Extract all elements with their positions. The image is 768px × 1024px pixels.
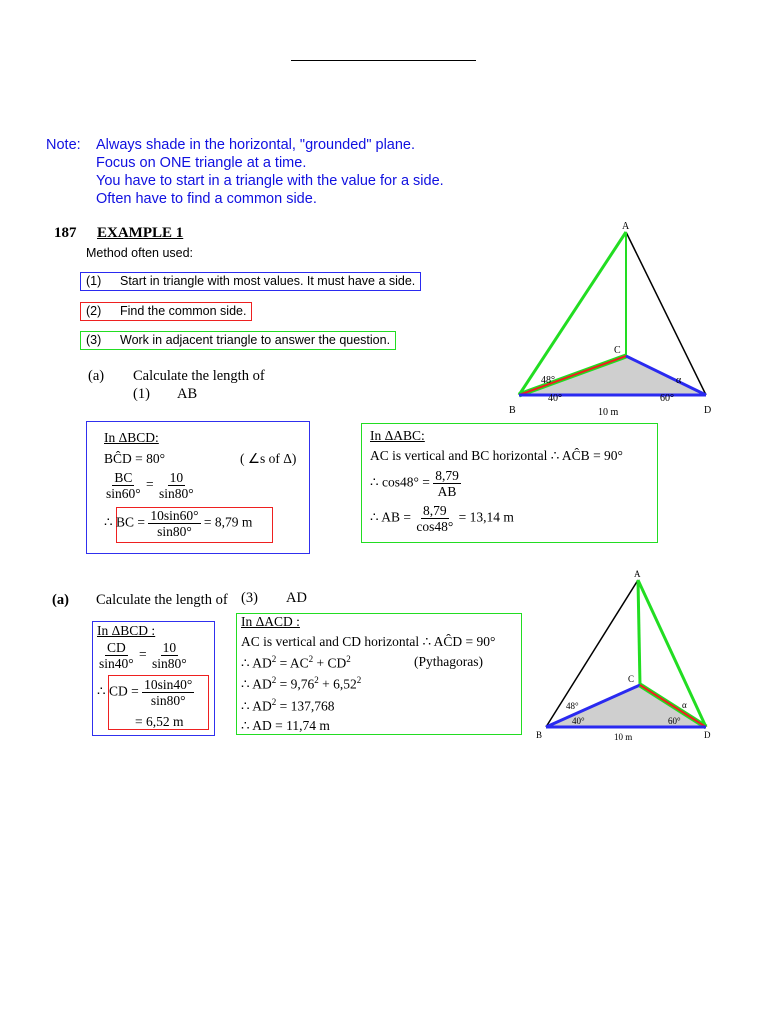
bcd1-angle: BĈD = 80° bbox=[104, 451, 166, 466]
acd-line3 bbox=[241, 675, 361, 693]
part1-text: Calculate the length of bbox=[133, 368, 265, 384]
step-3 bbox=[80, 331, 396, 350]
note-block bbox=[46, 136, 606, 208]
note-line-1: Always shade in the horizontal, "grounded" plane. bbox=[96, 137, 416, 153]
bcd2-f2d: sin80° bbox=[152, 656, 187, 671]
acd-sq3: 2 bbox=[346, 654, 351, 664]
part2-sub: (3) bbox=[241, 590, 258, 606]
abc-l2a: ∴ cos48° = bbox=[370, 474, 430, 490]
acd-line5: ∴ AD = 11,74 m bbox=[241, 718, 330, 733]
bcd1-angle-note: ( ∠s of Δ) bbox=[240, 451, 297, 466]
part2-target: AD bbox=[286, 590, 307, 606]
note-line-2: Focus on ONE triangle at a time. bbox=[96, 155, 307, 171]
acd-l3c: + 6,52 bbox=[318, 676, 357, 692]
acd-l2b: = AC bbox=[276, 655, 309, 671]
step-1 bbox=[80, 272, 421, 291]
abc-l3a: ∴ AB = bbox=[370, 509, 411, 525]
bcd2-eq: = bbox=[139, 646, 147, 662]
note-label: Note: bbox=[46, 137, 81, 153]
bcd2-head: In ΔBCD : bbox=[97, 623, 156, 638]
label-alpha-2: α bbox=[682, 700, 687, 710]
bcd1-f2n: 10 bbox=[169, 470, 184, 485]
part2-label: (a) bbox=[52, 592, 69, 608]
bcd2-result: = 6,52 m bbox=[135, 714, 184, 729]
abc-l2n: 8,79 bbox=[435, 468, 459, 483]
label-a-1: A bbox=[622, 221, 630, 232]
abc-line1: AC is vertical and BC horizontal ∴ AĈB = 90° bbox=[370, 448, 623, 463]
bcd1-f1n: BC bbox=[114, 470, 133, 485]
bcd1-sine-rule bbox=[104, 470, 196, 501]
step-2-num: (2) bbox=[86, 304, 102, 318]
abc-l2d: AB bbox=[437, 484, 457, 499]
bcd2-sine-rule bbox=[97, 640, 189, 671]
bcd2-f1n: CD bbox=[106, 640, 126, 655]
bcd1-eq: = bbox=[146, 476, 154, 492]
method-text: Method often used: bbox=[86, 246, 194, 260]
acd-sq4: 2 bbox=[271, 675, 277, 685]
acd-sq1: 2 bbox=[271, 654, 277, 664]
label-c-2: C bbox=[628, 674, 635, 684]
abc-head: In ΔABC: bbox=[370, 428, 425, 443]
bcd1-therefore: ∴ BC = bbox=[104, 514, 145, 530]
label-40-2: 40° bbox=[572, 716, 585, 726]
label-48-1: 48° bbox=[541, 375, 555, 386]
bcd2-f2n: 10 bbox=[162, 640, 177, 655]
acd-sq7: 2 bbox=[271, 697, 277, 707]
step-1-num: (1) bbox=[86, 274, 102, 288]
bcd1-head: In ΔBCD: bbox=[104, 430, 159, 445]
header-rule bbox=[291, 60, 476, 61]
part1-sub: (1) bbox=[133, 386, 150, 402]
bcd1-f3d: sin80° bbox=[157, 524, 192, 539]
label-60-2: 60° bbox=[668, 716, 681, 726]
acd-line1: AC is vertical and CD horizontal ∴ AĈD = 90° bbox=[241, 634, 496, 649]
label-60-1: 60° bbox=[660, 393, 674, 404]
label-10m-2: 10 m bbox=[614, 732, 633, 742]
step-3-num: (3) bbox=[86, 333, 102, 347]
abc-l3n: 8,79 bbox=[422, 503, 447, 518]
part1-label: (a) bbox=[88, 368, 105, 384]
edge-ac-2 bbox=[638, 580, 640, 685]
acd-sq6: 2 bbox=[356, 675, 362, 685]
acd-l2c: + CD bbox=[313, 655, 347, 671]
part2-text: Calculate the length of bbox=[96, 592, 228, 608]
label-c-1: C bbox=[614, 345, 621, 356]
label-a-2: A bbox=[634, 569, 641, 579]
abc-l3r: = 13,14 m bbox=[458, 509, 514, 525]
acd-l3b: = 9,76 bbox=[276, 676, 315, 692]
step-3-text: Work in adjacent triangle to answer the question. bbox=[120, 333, 391, 347]
bcd1-f2d: sin80° bbox=[159, 486, 194, 501]
abc-l3d: cos48° bbox=[416, 519, 454, 534]
bcd2-f3n: 10sin40° bbox=[144, 677, 193, 692]
label-d-2: D bbox=[704, 730, 711, 740]
example-number: 187 bbox=[54, 225, 77, 241]
note-line-3: You have to start in a triangle with the value for a side. bbox=[96, 173, 444, 189]
acd-sq2: 2 bbox=[308, 654, 314, 664]
acd-l4b: = 137,768 bbox=[276, 698, 335, 714]
acd-line4 bbox=[241, 697, 334, 715]
pyramid-diagram-1 bbox=[500, 215, 720, 425]
acd-working-box bbox=[236, 613, 522, 735]
acd-head: In ΔACD : bbox=[241, 614, 300, 629]
bcd2-f3d: sin80° bbox=[150, 693, 186, 708]
bcd2-f1d: sin40° bbox=[99, 656, 134, 671]
acd-l4a: ∴ AD bbox=[241, 698, 272, 714]
label-b-2: B bbox=[536, 730, 543, 740]
label-b-1: B bbox=[509, 405, 516, 416]
bcd1-f1d: sin60° bbox=[106, 486, 141, 501]
bcd1-f3n: 10sin60° bbox=[150, 508, 199, 523]
bcd1-result-line bbox=[104, 508, 252, 539]
label-48-2: 48° bbox=[566, 701, 579, 711]
abc-result-line bbox=[370, 503, 514, 534]
example-title: EXAMPLE 1 bbox=[97, 225, 184, 241]
acd-line2-note: (Pythagoras) bbox=[414, 654, 483, 669]
label-d-1: D bbox=[704, 405, 712, 416]
note-line-4: Often have to find a common side. bbox=[96, 191, 317, 207]
acd-l2a: ∴ AD bbox=[241, 655, 272, 671]
pyramid-diagram-2 bbox=[530, 566, 730, 746]
label-10m-1: 10 m bbox=[598, 407, 619, 418]
label-alpha-1: α bbox=[676, 375, 682, 386]
acd-l3a: ∴ AD bbox=[241, 676, 272, 692]
acd-sq5: 2 bbox=[314, 675, 319, 685]
step-1-text: Start in triangle with most values. It must have a side. bbox=[120, 274, 416, 288]
step-2 bbox=[80, 302, 252, 321]
bcd2-result-line bbox=[97, 677, 194, 708]
abc-cos-line bbox=[370, 468, 461, 499]
bcd1-result: = 8,79 m bbox=[203, 514, 253, 530]
bcd2-therefore: ∴ CD = bbox=[97, 683, 139, 699]
label-40-1: 40° bbox=[548, 393, 562, 404]
part1-target: AB bbox=[177, 386, 198, 402]
step-2-text: Find the common side. bbox=[120, 304, 247, 318]
acd-line2 bbox=[241, 654, 351, 672]
